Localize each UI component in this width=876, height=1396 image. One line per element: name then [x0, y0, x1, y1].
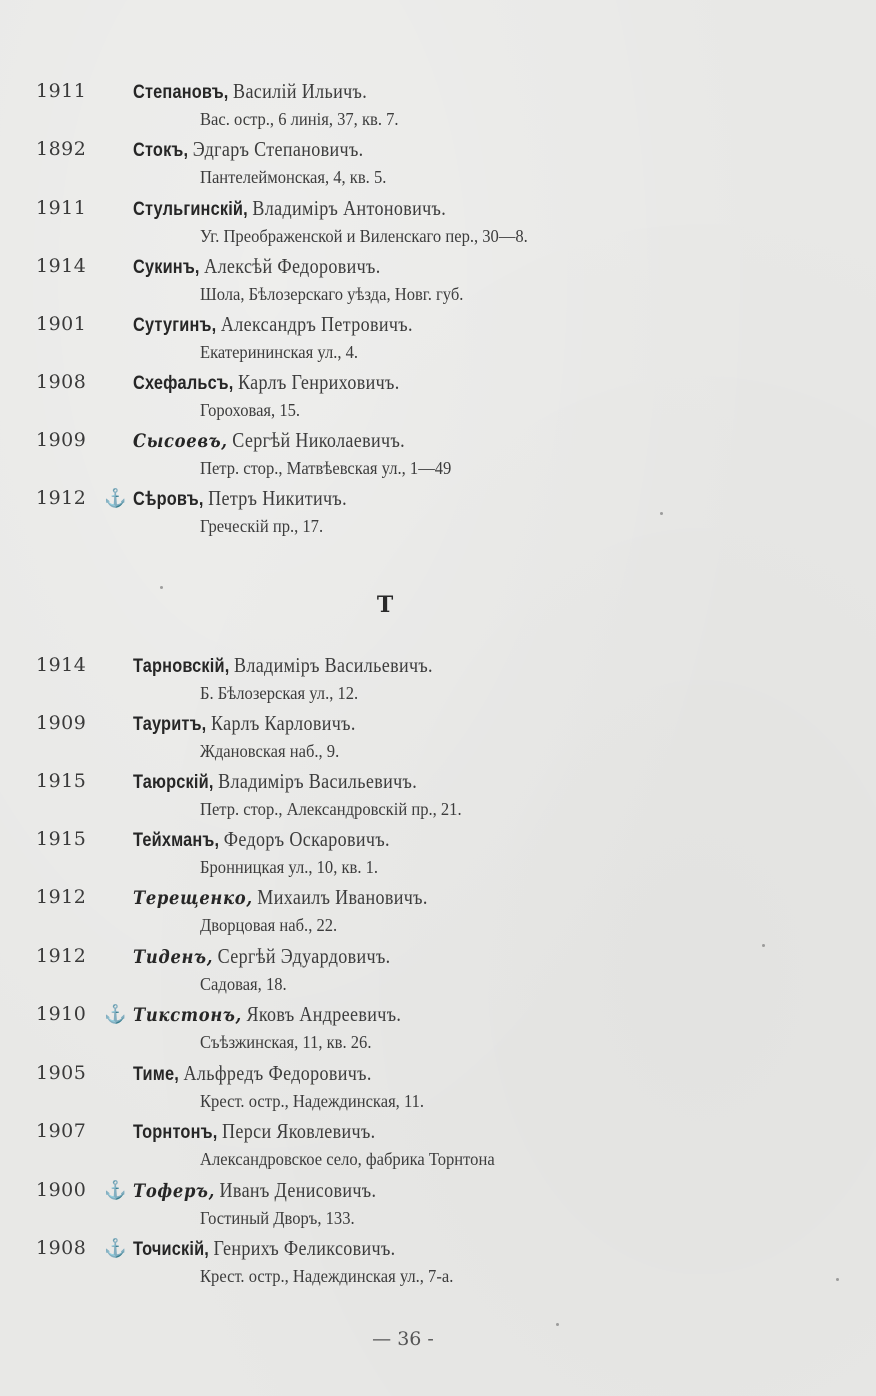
entry-name	[133, 78, 367, 106]
entry-name	[133, 1177, 376, 1205]
entry-year: 1905	[36, 1062, 87, 1084]
list-entry	[0, 826, 876, 884]
entry-address: Греческій пр., 17.	[200, 516, 324, 536]
list-entry	[0, 652, 876, 710]
list-entry	[0, 1235, 876, 1293]
entry-address: Крест. остр., Надеждинская, 11.	[200, 1091, 425, 1111]
entry-name	[133, 1001, 401, 1029]
entry-year: 1914	[36, 255, 87, 277]
entry-surname: Тиме,	[133, 1064, 179, 1085]
entry-given-name: Владиміръ Васильевичъ.	[218, 769, 418, 793]
page-number: — 36 -	[372, 1328, 434, 1350]
entry-year: 1911	[36, 197, 87, 219]
entry-year: 1900	[36, 1179, 87, 1201]
entry-address: Шола, Бѣлозерскаго уѣзда, Новг. губ.	[200, 284, 464, 304]
entry-surname: Тейхманъ,	[133, 830, 220, 851]
list-entry	[0, 78, 876, 136]
entry-surname: Таюрскій,	[133, 772, 214, 793]
entry-given-name: Яковъ Андреевичъ.	[246, 1002, 402, 1026]
entry-given-name: Владиміръ Антоновичъ.	[252, 196, 447, 220]
entry-given-name: Владиміръ Васильевичъ.	[233, 653, 433, 677]
entry-surname: Тауритъ,	[133, 714, 207, 735]
entry-address: Вас. остр., 6 линія, 37, кв. 7.	[200, 109, 399, 129]
entry-surname: Сутугинъ,	[133, 315, 217, 336]
entry-year: 1915	[36, 770, 87, 792]
entry-surname: Тикстонъ,	[133, 1004, 242, 1026]
list-entry	[0, 136, 876, 194]
list-entry	[0, 884, 876, 942]
section-heading: Т	[376, 592, 394, 618]
scan-speck	[836, 1278, 839, 1281]
entry-year: 1909	[36, 429, 87, 451]
list-entry	[0, 1177, 876, 1235]
entry-year: 1912	[36, 945, 87, 967]
entry-address: Гостиный Дворъ, 133.	[200, 1208, 355, 1228]
entry-name	[133, 485, 347, 513]
entry-surname: Стульгинскій,	[133, 199, 248, 220]
entry-address: Крест. остр., Надеждинская ул., 7-а.	[200, 1266, 454, 1286]
entry-surname: Точискій,	[133, 1239, 210, 1260]
entry-name	[133, 943, 391, 971]
list-entry	[0, 943, 876, 1001]
list-entry	[0, 311, 876, 369]
entry-name	[133, 136, 364, 164]
entry-year: 1911	[36, 80, 87, 102]
entry-surname: Схефальсъ,	[133, 373, 234, 394]
entry-name	[133, 884, 428, 912]
entry-given-name: Александръ Петровичъ.	[220, 312, 413, 336]
list-entry	[0, 253, 876, 311]
entry-given-name: Федоръ Оскаровичъ.	[223, 827, 390, 851]
scan-speck	[556, 1323, 559, 1326]
entry-year: 1914	[36, 654, 87, 676]
entry-surname: Тарновскій,	[133, 656, 230, 677]
entry-surname: Сысоевъ,	[133, 430, 228, 452]
entry-name	[133, 1118, 375, 1146]
entry-address: Петр. стор., Александровскій пр., 21.	[200, 799, 462, 819]
entry-address: Ждановская наб., 9.	[200, 741, 340, 761]
entry-given-name: Василій Ильичъ.	[233, 79, 368, 103]
entry-address: Александровское село, фабрика Торнтона	[200, 1149, 495, 1169]
entry-given-name: Сергѣй Эдуардовичъ.	[217, 944, 391, 968]
entry-year: 1910	[36, 1003, 87, 1025]
entry-address: Б. Бѣлозерская ул., 12.	[200, 683, 359, 703]
list-entry	[0, 485, 876, 543]
entry-year: 1908	[36, 1237, 87, 1259]
entry-year: 1901	[36, 313, 87, 335]
scan-speck	[160, 586, 163, 589]
list-entry	[0, 1118, 876, 1176]
entry-given-name: Петръ Никитичъ.	[208, 486, 347, 510]
entry-surname: Торнтонъ,	[133, 1122, 218, 1143]
entry-name	[133, 253, 381, 281]
entry-name	[133, 1235, 396, 1263]
anchor-icon: ⚓	[104, 488, 127, 508]
entry-year: 1908	[36, 371, 87, 393]
entry-address: Дворцовая наб., 22.	[200, 915, 338, 935]
entry-name	[133, 1060, 372, 1088]
entry-address: Уг. Преображенской и Виленскаго пер., 30—8.	[200, 226, 528, 246]
entry-address: Гороховая, 15.	[200, 400, 301, 420]
entry-given-name: Иванъ Денисовичъ.	[219, 1178, 377, 1202]
entry-given-name: Генрихъ Феликсовичъ.	[213, 1236, 396, 1260]
list-entry	[0, 710, 876, 768]
entry-year: 1912	[36, 886, 87, 908]
entry-year: 1915	[36, 828, 87, 850]
entry-name	[133, 311, 413, 339]
entry-name	[133, 652, 433, 680]
anchor-icon: ⚓	[104, 1238, 127, 1258]
entry-given-name: Алексѣй Федоровичъ.	[204, 254, 381, 278]
anchor-icon: ⚓	[104, 1180, 127, 1200]
entry-surname: Тоферъ,	[133, 1180, 216, 1202]
entry-name	[133, 369, 400, 397]
entry-surname: Терещенко,	[133, 887, 253, 909]
entry-address: Садовая, 18.	[200, 974, 287, 994]
entry-surname: Сѣровъ,	[133, 489, 204, 510]
entry-address: Бронницкая ул., 10, кв. 1.	[200, 857, 379, 877]
entry-given-name: Эдгаръ Степановичъ.	[192, 137, 364, 161]
entry-name	[133, 427, 405, 455]
entry-given-name: Перси Яковлевичъ.	[221, 1119, 376, 1143]
list-entry	[0, 1060, 876, 1118]
entry-given-name: Сергѣй Николаевичъ.	[232, 428, 406, 452]
entry-year: 1909	[36, 712, 87, 734]
scan-speck	[762, 944, 765, 947]
entry-given-name: Карлъ Генриховичъ.	[237, 370, 400, 394]
anchor-icon: ⚓	[104, 1004, 127, 1024]
list-entry	[0, 1001, 876, 1059]
entry-given-name: Карлъ Карловичъ.	[210, 711, 356, 735]
entry-address: Пантелеймонская, 4, кв. 5.	[200, 167, 387, 187]
list-entry	[0, 427, 876, 485]
entry-surname: Стокъ,	[133, 140, 189, 161]
list-entry	[0, 195, 876, 253]
entry-surname: Сукинъ,	[133, 257, 200, 278]
entry-name	[133, 710, 356, 738]
entry-name	[133, 826, 390, 854]
list-entry	[0, 369, 876, 427]
entry-name	[133, 768, 417, 796]
entry-address: Петр. стор., Матвѣевская ул., 1—49	[200, 458, 452, 478]
entry-year: 1912	[36, 487, 87, 509]
entry-address: Екатерининская ул., 4.	[200, 342, 359, 362]
entry-name	[133, 195, 446, 223]
entry-surname: Тиденъ,	[133, 946, 214, 968]
entry-given-name: Михаилъ Ивановичъ.	[257, 885, 428, 909]
scan-speck	[660, 512, 663, 515]
entry-surname: Степановъ,	[133, 82, 229, 103]
entry-given-name: Альфредъ Федоровичъ.	[183, 1061, 372, 1085]
entry-year: 1892	[36, 138, 87, 160]
list-entry	[0, 768, 876, 826]
entry-year: 1907	[36, 1120, 87, 1142]
entry-address: Съѣзжинская, 11, кв. 26.	[200, 1032, 372, 1052]
